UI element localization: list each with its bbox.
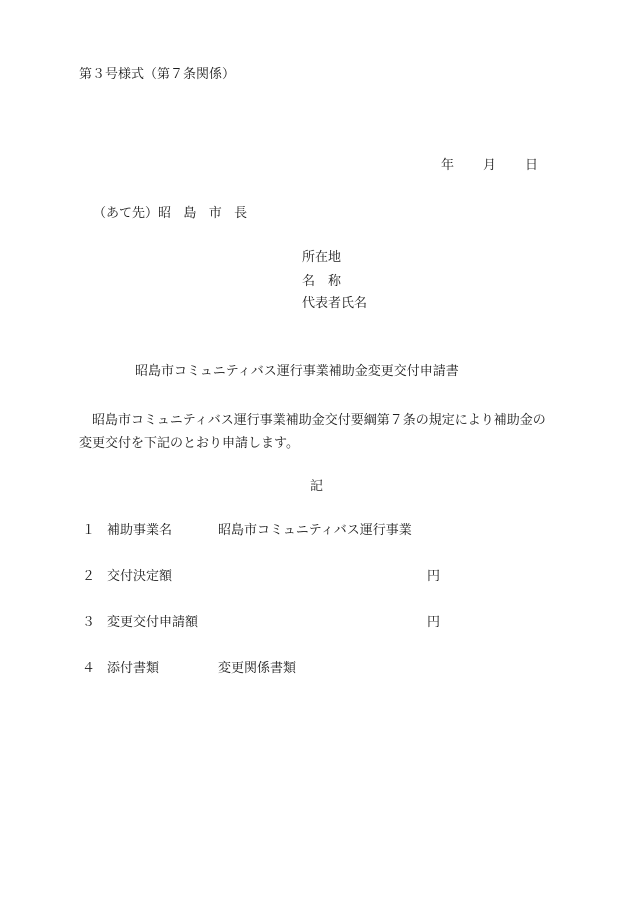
item-label: 補助事業名 — [107, 523, 173, 538]
applicant-representative-label: 代表者氏名 — [302, 296, 368, 311]
item-label: 添付書類 — [107, 661, 160, 676]
item-label: 交付決定額 — [107, 569, 173, 584]
document-title: 昭島市コミュニティバス運行事業補助金変更交付申請書 — [135, 364, 459, 379]
list-item — [0, 524, 630, 540]
record-heading: 記 — [310, 479, 324, 494]
addressee-mayor: 昭島市長 — [158, 206, 260, 221]
item-number: １ — [82, 523, 96, 538]
list-item — [0, 662, 630, 678]
item-unit: 円 — [427, 569, 441, 584]
date-year-label: 年 — [441, 158, 455, 173]
date-day-label: 日 — [525, 158, 539, 173]
addressee-prefix: （あて先） — [93, 206, 159, 221]
applicant-name-label: 名 称 — [302, 274, 342, 289]
body-paragraph: 昭島市コミュニティバス運行事業補助金交付要綱第７条の規定により補助金の変更交付を下記のとおり申請します。 — [79, 413, 546, 451]
item-number: ３ — [82, 615, 96, 630]
addressee — [93, 207, 259, 220]
date-month-label: 月 — [483, 158, 497, 173]
item-number: ２ — [82, 569, 96, 584]
item-number: ４ — [82, 661, 96, 676]
form-number: 第３号様式（第７条関係） — [79, 67, 236, 82]
list-item — [0, 616, 630, 632]
item-value: 昭島市コミュニティバス運行事業 — [218, 523, 412, 538]
item-value: 変更関係書類 — [218, 661, 297, 676]
list-item — [0, 570, 630, 586]
item-unit: 円 — [427, 615, 441, 630]
item-label: 変更交付申請額 — [107, 615, 199, 630]
applicant-address-label: 所在地 — [302, 250, 342, 265]
